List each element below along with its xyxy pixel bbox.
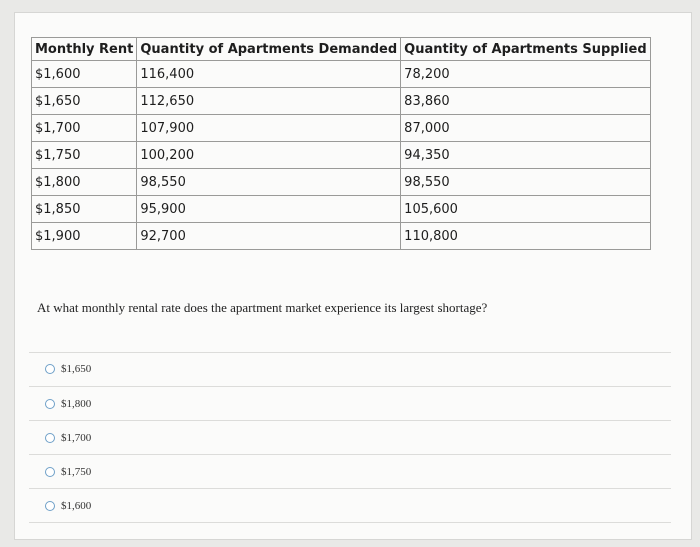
demanded-cell: 116,400 bbox=[137, 61, 401, 88]
demanded-cell: 100,200 bbox=[137, 142, 401, 169]
supplied-cell: 110,800 bbox=[401, 223, 650, 250]
option-label: $1,700 bbox=[61, 432, 92, 444]
supplied-cell: 98,550 bbox=[401, 169, 650, 196]
table-row bbox=[32, 223, 651, 250]
supplied-cell: 94,350 bbox=[401, 142, 650, 169]
supplied-cell: 87,000 bbox=[401, 115, 650, 142]
answer-option-1650[interactable] bbox=[45, 363, 91, 375]
divider bbox=[29, 420, 671, 421]
table-row bbox=[32, 196, 651, 223]
option-label: $1,600 bbox=[61, 500, 92, 512]
demanded-cell: 98,550 bbox=[137, 169, 401, 196]
table-row bbox=[32, 88, 651, 115]
divider bbox=[29, 386, 671, 387]
header-monthly-rent: Monthly Rent bbox=[32, 38, 137, 61]
radio-button[interactable] bbox=[45, 501, 55, 511]
question-card bbox=[14, 12, 692, 540]
rent-cell: $1,800 bbox=[32, 169, 137, 196]
divider bbox=[29, 454, 671, 455]
rent-cell: $1,700 bbox=[32, 115, 137, 142]
answer-option-1700[interactable] bbox=[45, 432, 91, 444]
question-text: At what monthly rental rate does the apartment market experience its largest shortage? bbox=[37, 300, 488, 315]
rent-cell: $1,600 bbox=[32, 61, 137, 88]
divider bbox=[29, 488, 671, 489]
rent-cell: $1,850 bbox=[32, 196, 137, 223]
header-quantity-supplied: Quantity of Apartments Supplied bbox=[401, 38, 650, 61]
answer-option-1750[interactable] bbox=[45, 466, 91, 478]
rent-cell: $1,900 bbox=[32, 223, 137, 250]
radio-button[interactable] bbox=[45, 467, 55, 477]
table-row bbox=[32, 61, 651, 88]
option-label: $1,650 bbox=[61, 363, 92, 375]
rent-table bbox=[31, 37, 651, 250]
divider bbox=[29, 352, 671, 353]
supplied-cell: 78,200 bbox=[401, 61, 650, 88]
supplied-cell: 83,860 bbox=[401, 88, 650, 115]
demanded-cell: 95,900 bbox=[137, 196, 401, 223]
option-label: $1,800 bbox=[61, 398, 92, 410]
table-row bbox=[32, 115, 651, 142]
table-header-row bbox=[32, 38, 651, 61]
table-row bbox=[32, 142, 651, 169]
rent-cell: $1,750 bbox=[32, 142, 137, 169]
rent-cell: $1,650 bbox=[32, 88, 137, 115]
radio-button[interactable] bbox=[45, 433, 55, 443]
supplied-cell: 105,600 bbox=[401, 196, 650, 223]
demanded-cell: 107,900 bbox=[137, 115, 401, 142]
table-row bbox=[32, 169, 651, 196]
option-label: $1,750 bbox=[61, 466, 92, 478]
divider bbox=[29, 522, 671, 523]
answer-option-1800[interactable] bbox=[45, 398, 91, 410]
answer-option-1600[interactable] bbox=[45, 500, 91, 512]
demanded-cell: 112,650 bbox=[137, 88, 401, 115]
radio-button[interactable] bbox=[45, 399, 55, 409]
demanded-cell: 92,700 bbox=[137, 223, 401, 250]
radio-button[interactable] bbox=[45, 364, 55, 374]
header-quantity-demanded: Quantity of Apartments Demanded bbox=[137, 38, 401, 61]
